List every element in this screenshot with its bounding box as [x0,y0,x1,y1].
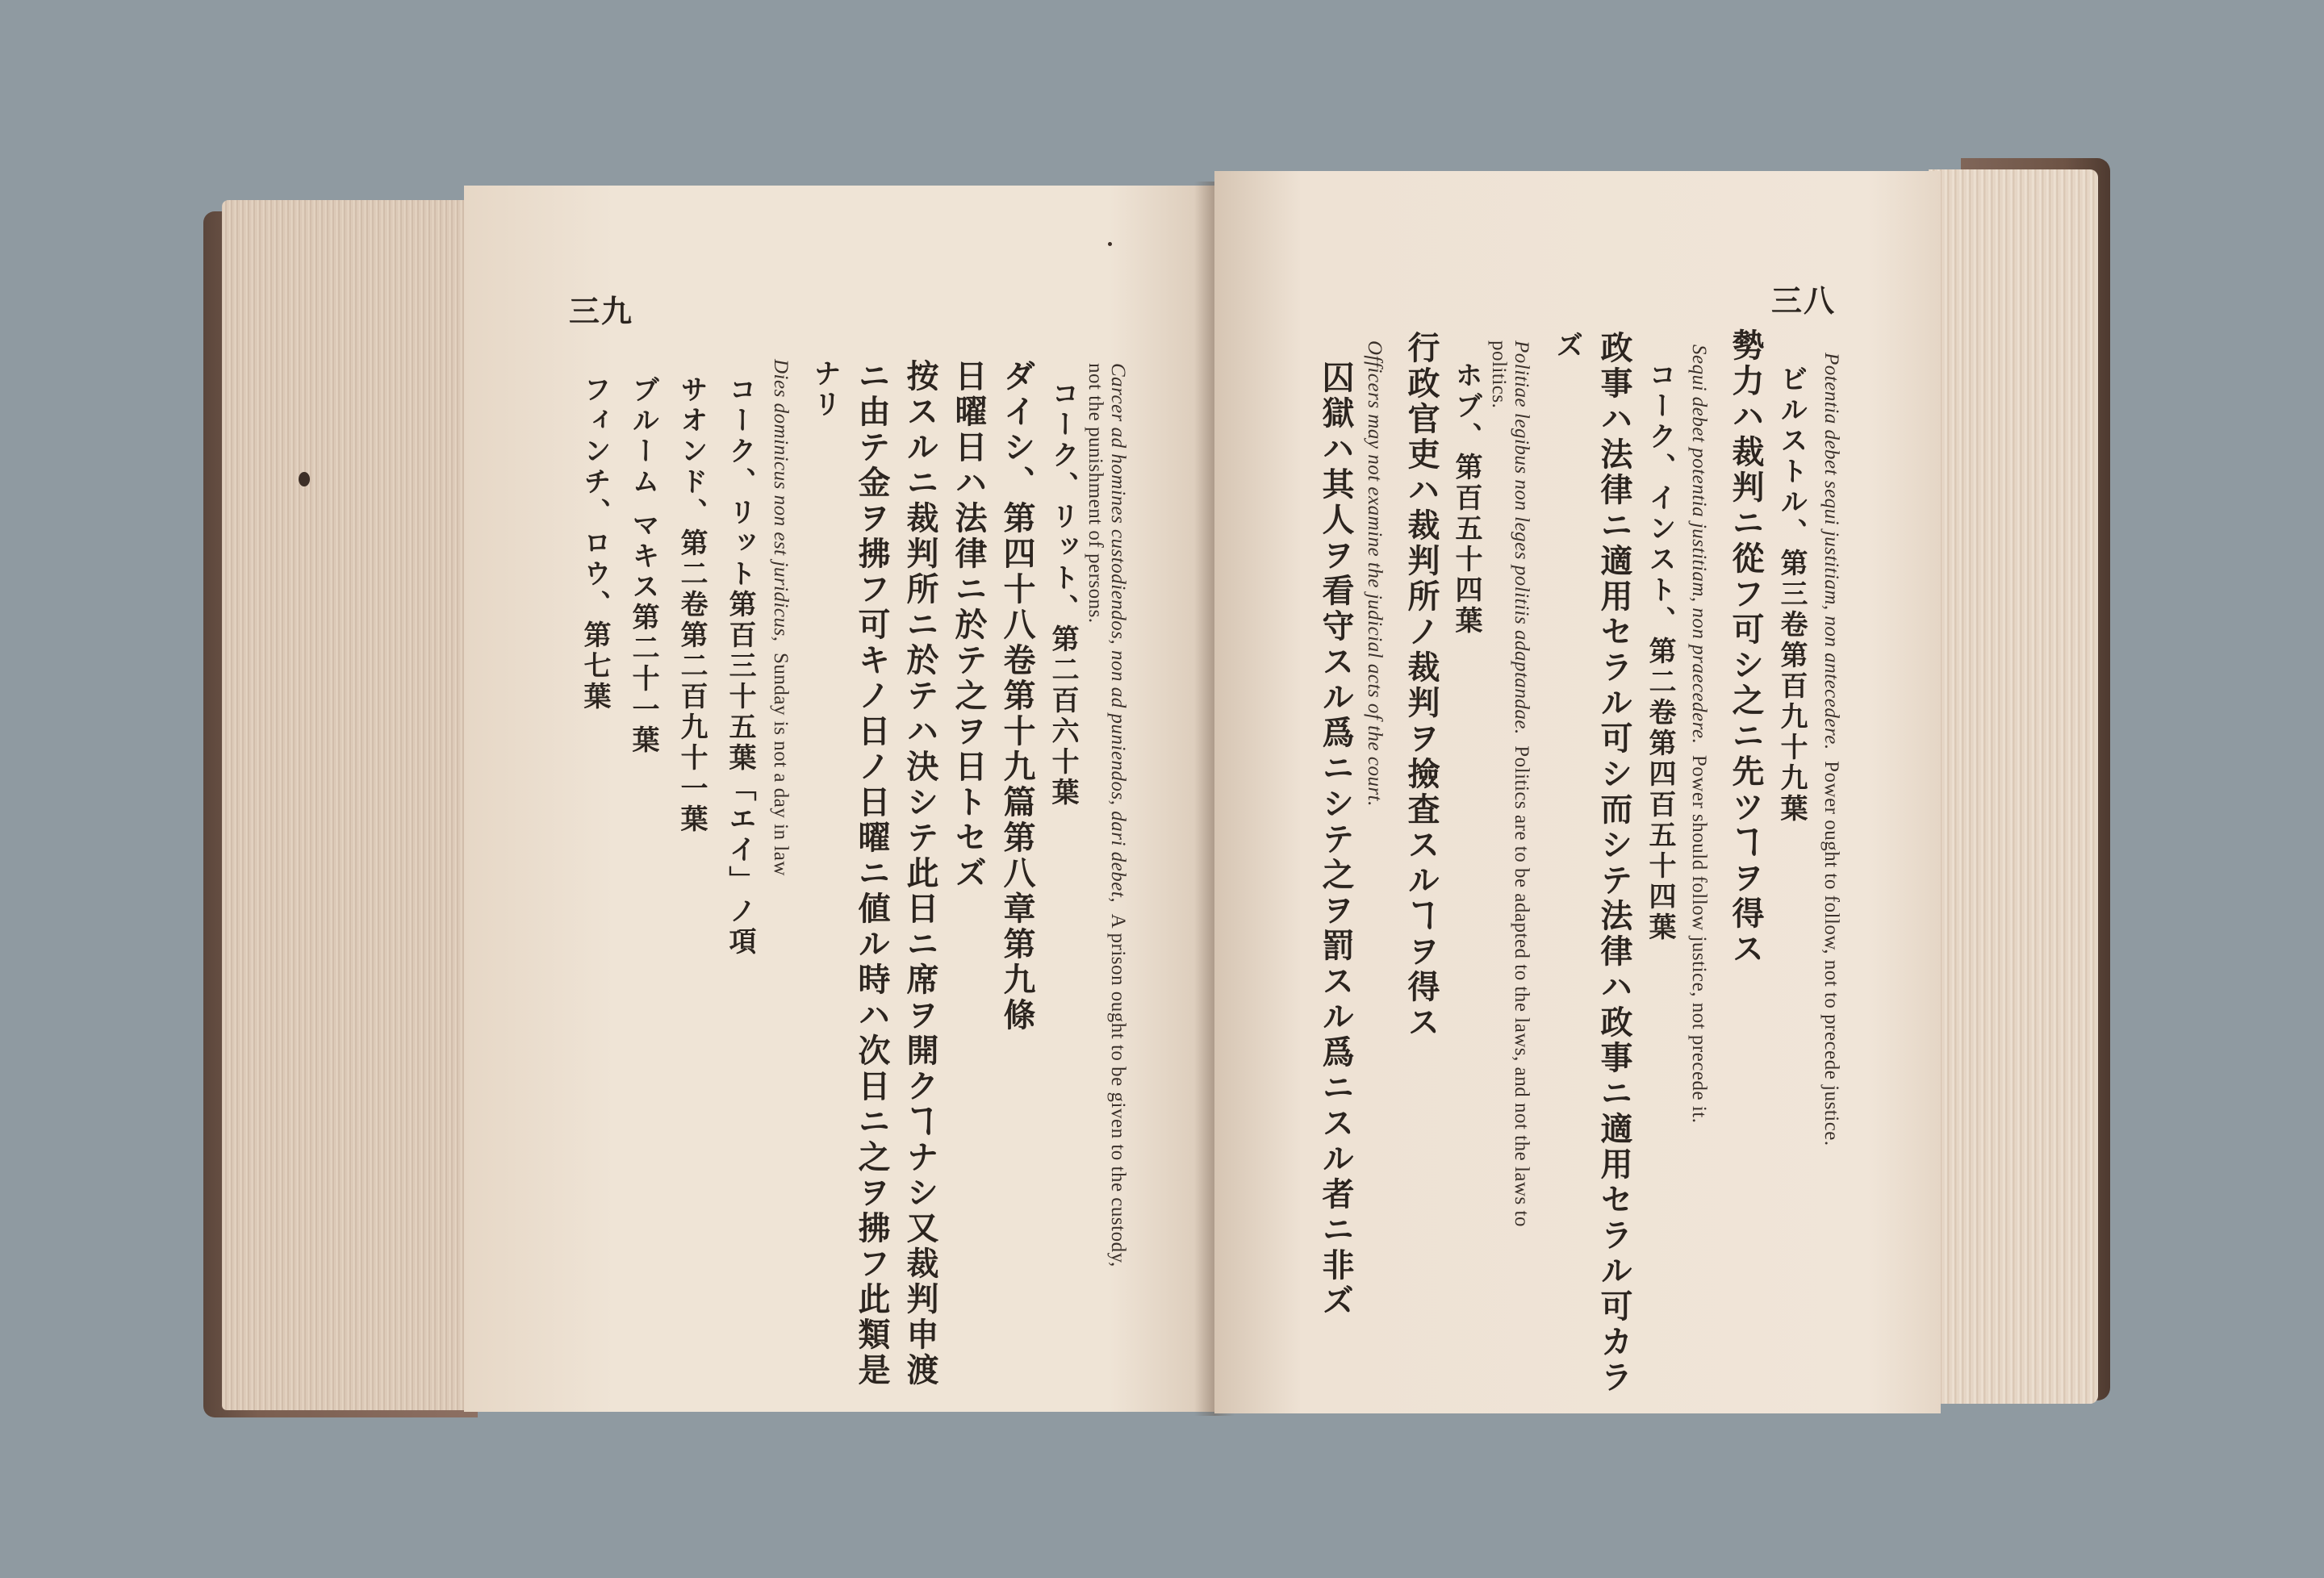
column-9: politics. [1488,340,1510,409]
left-page-edges [222,200,480,1410]
column-5: 日曜日ハ法律ニ於テ之ヲ日トセズ [950,359,988,891]
column-4: ダイシ、第四十八卷第十九篇第八章第九條 [998,359,1036,1033]
column-11: サオンド、第二卷第二百九十一葉 [675,375,708,835]
column-1: Potentia debet sequi justitiam, non antecedere. Power ought to follow, not to precede justice. [1820,353,1842,1146]
left-page [464,186,1223,1412]
column-10: コーク、リット第百三十五葉「エイ」ノ項 [724,375,756,958]
column-7: ニ由テ金ヲ拂フ可キノ日ノ日曜ニ値ル時ハ次日ニ之ヲ拂フ此類是 [853,359,891,1388]
ink-speck [1108,242,1112,246]
column-8: Politiae legibus non leges politiis adaptandae. Politics are to be adapted to the laws, and not the laws to [1511,340,1532,1227]
column-2: ビルストル、第三卷第百九十九葉 [1775,365,1808,824]
column-8: ナリ [809,359,841,420]
column-6: 政事ハ法律ニ適用セラル可シ而シテ法律ハ政事ニ適用セラル可カラ [1595,331,1633,1396]
column-12: ブルーム マキス第二十一葉 [627,375,659,756]
right-page [1214,171,1941,1413]
column-10: ホブ、第百五十四葉 [1450,361,1482,637]
column-9: Dies dominicus non est juridicus, Sunday is not a day in law [770,359,792,876]
column-2: not the punishment of persons. [1085,363,1106,624]
column-11: 行政官吏ハ裁判所ノ裁判ヲ撿査スルヿヲ得ス [1402,331,1440,1041]
column-5: コーク、インスト、第二卷第四百五十四葉 [1644,361,1676,943]
binding-hole [299,472,310,486]
column-3: コーク、リット、第二百六十葉 [1047,379,1079,808]
column-12: Officers may not examine the judicial acts of the court. [1364,340,1386,807]
right-page-edges [1929,169,2098,1404]
right-page-number: 三八 [1771,282,1837,319]
left-page-number: 三九 [569,293,634,329]
column-1: Carcer ad homines custodiendos, non ad puniendos, dari debet, A prison ought to be given to the custody, [1107,363,1129,1267]
column-6: 按スルニ裁判所ニ於テハ決シテ此日ニ席ヲ開クヿナシ又裁判申渡 [901,359,939,1388]
column-4: Sequi debet potentia justitiam, non praecedere. Power should follow justice, not precede it. [1688,344,1710,1124]
column-7: ズ [1551,331,1583,361]
column-13: 囚獄ハ其人ヲ看守スル爲ニシテ之ヲ罰スル爲ニスル者ニ非ズ [1317,361,1355,1319]
column-3: 勢力ハ裁判ニ從フ可シ之ニ先ツヿヲ得ス [1727,328,1765,967]
column-13: フィンチ、ロウ、第七葉 [579,375,611,712]
